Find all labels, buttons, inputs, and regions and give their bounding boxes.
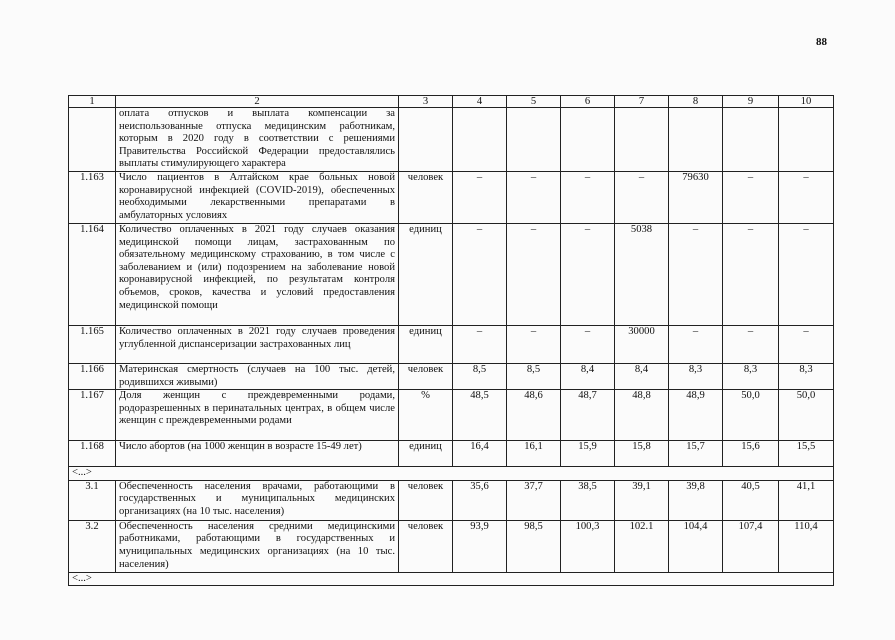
unit-cell: человек bbox=[399, 480, 453, 520]
table-row bbox=[69, 390, 834, 441]
value-cell: 8,3 bbox=[779, 363, 834, 389]
value-cell: 15,9 bbox=[561, 441, 615, 467]
indicator-name: Обеспеченность населения врачами, работающими в государственных и муниципальных медицинских организациях (на 10 тыс. населения) bbox=[116, 480, 399, 520]
indicator-name: оплата отпусков и выплата компенсации за неиспользованные отпуска медицинским работникам, которым в 2020 году в соответствии с решениями Правительства Российской Федерации предоставлялись выплаты стимулирующего характера bbox=[116, 108, 399, 172]
value-cell: 48,9 bbox=[669, 390, 723, 441]
indicator-name: Материнская смертность (случаев на 100 тыс. детей, родившихся живыми) bbox=[116, 363, 399, 389]
value-cell: 15,6 bbox=[723, 441, 779, 467]
indicator-name: Количество оплаченных в 2021 году случаев проведения углубленной диспансеризации застрахованных лиц bbox=[116, 325, 399, 363]
value-cell bbox=[615, 108, 669, 172]
value-cell: 50,0 bbox=[779, 390, 834, 441]
value-cell: – bbox=[669, 325, 723, 363]
header-row bbox=[69, 96, 834, 108]
value-cell: 8,4 bbox=[615, 363, 669, 389]
table-row bbox=[69, 520, 834, 572]
value-cell: 50,0 bbox=[723, 390, 779, 441]
indicator-name: Число абортов (на 1000 женщин в возрасте 15-49 лет) bbox=[116, 441, 399, 467]
indicator-name: Обеспеченность населения средними медицинскими работниками, работающими в государственных и муниципальных медицинских организациях (на 10 тыс. населения) bbox=[116, 520, 399, 572]
value-cell: 16,1 bbox=[507, 441, 561, 467]
value-cell: – bbox=[779, 325, 834, 363]
value-cell: 5038 bbox=[615, 223, 669, 325]
indicator-name: Число пациентов в Алтайском крае больных новой коронавирусной инфекцией (COVID-2019), обеспеченных необходимыми лекарственными препаратами в амбулаторных условиях bbox=[116, 171, 399, 223]
value-cell: 79630 bbox=[669, 171, 723, 223]
omission-marker: <...> bbox=[69, 467, 834, 481]
row-number: 3.2 bbox=[69, 520, 116, 572]
row-number: 1.165 bbox=[69, 325, 116, 363]
value-cell: 40,5 bbox=[723, 480, 779, 520]
value-cell: 107,4 bbox=[723, 520, 779, 572]
column-header: 1 bbox=[69, 96, 116, 108]
table-row bbox=[69, 171, 834, 223]
value-cell bbox=[507, 108, 561, 172]
row-number: 1.167 bbox=[69, 390, 116, 441]
unit-cell bbox=[399, 108, 453, 172]
value-cell: – bbox=[507, 325, 561, 363]
unit-cell: единиц bbox=[399, 325, 453, 363]
row-number: 1.166 bbox=[69, 363, 116, 389]
value-cell: – bbox=[615, 171, 669, 223]
value-cell: – bbox=[723, 325, 779, 363]
unit-cell: % bbox=[399, 390, 453, 441]
value-cell: 41,1 bbox=[779, 480, 834, 520]
column-header: 6 bbox=[561, 96, 615, 108]
value-cell: – bbox=[779, 223, 834, 325]
page-number: 88 bbox=[816, 36, 827, 48]
column-header: 2 bbox=[116, 96, 399, 108]
value-cell: 110,4 bbox=[779, 520, 834, 572]
indicators-table bbox=[68, 95, 834, 586]
unit-cell: единиц bbox=[399, 441, 453, 467]
row-number bbox=[69, 108, 116, 172]
value-cell: 39,8 bbox=[669, 480, 723, 520]
table-row bbox=[69, 467, 834, 481]
value-cell: – bbox=[669, 223, 723, 325]
value-cell: – bbox=[723, 171, 779, 223]
value-cell: 8,3 bbox=[723, 363, 779, 389]
value-cell: – bbox=[561, 325, 615, 363]
column-header: 5 bbox=[507, 96, 561, 108]
value-cell bbox=[561, 108, 615, 172]
value-cell: 98,5 bbox=[507, 520, 561, 572]
value-cell bbox=[723, 108, 779, 172]
value-cell: – bbox=[453, 223, 507, 325]
table-row bbox=[69, 108, 834, 172]
value-cell bbox=[453, 108, 507, 172]
value-cell: – bbox=[507, 171, 561, 223]
value-cell: 8,4 bbox=[561, 363, 615, 389]
value-cell: 8,3 bbox=[669, 363, 723, 389]
table-row bbox=[69, 572, 834, 586]
value-cell: – bbox=[507, 223, 561, 325]
value-cell: – bbox=[453, 171, 507, 223]
value-cell: 102.1 bbox=[615, 520, 669, 572]
value-cell bbox=[779, 108, 834, 172]
row-number: 3.1 bbox=[69, 480, 116, 520]
value-cell: 39,1 bbox=[615, 480, 669, 520]
value-cell: 15,8 bbox=[615, 441, 669, 467]
row-number: 1.164 bbox=[69, 223, 116, 325]
value-cell: 8,5 bbox=[507, 363, 561, 389]
value-cell: 15,7 bbox=[669, 441, 723, 467]
value-cell: 37,7 bbox=[507, 480, 561, 520]
table-row bbox=[69, 441, 834, 467]
value-cell: 104,4 bbox=[669, 520, 723, 572]
value-cell bbox=[669, 108, 723, 172]
row-number: 1.163 bbox=[69, 171, 116, 223]
value-cell: 8,5 bbox=[453, 363, 507, 389]
value-cell: – bbox=[779, 171, 834, 223]
table-row bbox=[69, 223, 834, 325]
column-header: 10 bbox=[779, 96, 834, 108]
value-cell: 48,7 bbox=[561, 390, 615, 441]
value-cell: 100,3 bbox=[561, 520, 615, 572]
column-header: 3 bbox=[399, 96, 453, 108]
row-number: 1.168 bbox=[69, 441, 116, 467]
value-cell: – bbox=[723, 223, 779, 325]
value-cell: – bbox=[561, 223, 615, 325]
column-header: 4 bbox=[453, 96, 507, 108]
table-row bbox=[69, 325, 834, 363]
indicator-name: Количество оплаченных в 2021 году случаев оказания медицинской помощи лицам, застрахованным по обязательному медицинскому страхованию, в том числе с заболеванием и (или) подозрением на заболевание новой коронавирусной инфекцией, по результатам контроля объемов, сроков, качества и условий предоставления медицинской помощи bbox=[116, 223, 399, 325]
value-cell: – bbox=[453, 325, 507, 363]
table-row bbox=[69, 363, 834, 389]
value-cell: – bbox=[561, 171, 615, 223]
value-cell: 35,6 bbox=[453, 480, 507, 520]
value-cell: 16,4 bbox=[453, 441, 507, 467]
value-cell: 30000 bbox=[615, 325, 669, 363]
column-header: 9 bbox=[723, 96, 779, 108]
value-cell: 48,5 bbox=[453, 390, 507, 441]
value-cell: 93,9 bbox=[453, 520, 507, 572]
value-cell: 15,5 bbox=[779, 441, 834, 467]
value-cell: 48,8 bbox=[615, 390, 669, 441]
indicator-name: Доля женщин с преждевременными родами, родоразрешенных в перинатальных центрах, в общем числе женщин с преждевременными родами bbox=[116, 390, 399, 441]
omission-marker: <...> bbox=[69, 572, 834, 586]
value-cell: 48,6 bbox=[507, 390, 561, 441]
unit-cell: человек bbox=[399, 171, 453, 223]
unit-cell: человек bbox=[399, 520, 453, 572]
unit-cell: человек bbox=[399, 363, 453, 389]
column-header: 8 bbox=[669, 96, 723, 108]
table-row bbox=[69, 480, 834, 520]
unit-cell: единиц bbox=[399, 223, 453, 325]
column-header: 7 bbox=[615, 96, 669, 108]
value-cell: 38,5 bbox=[561, 480, 615, 520]
